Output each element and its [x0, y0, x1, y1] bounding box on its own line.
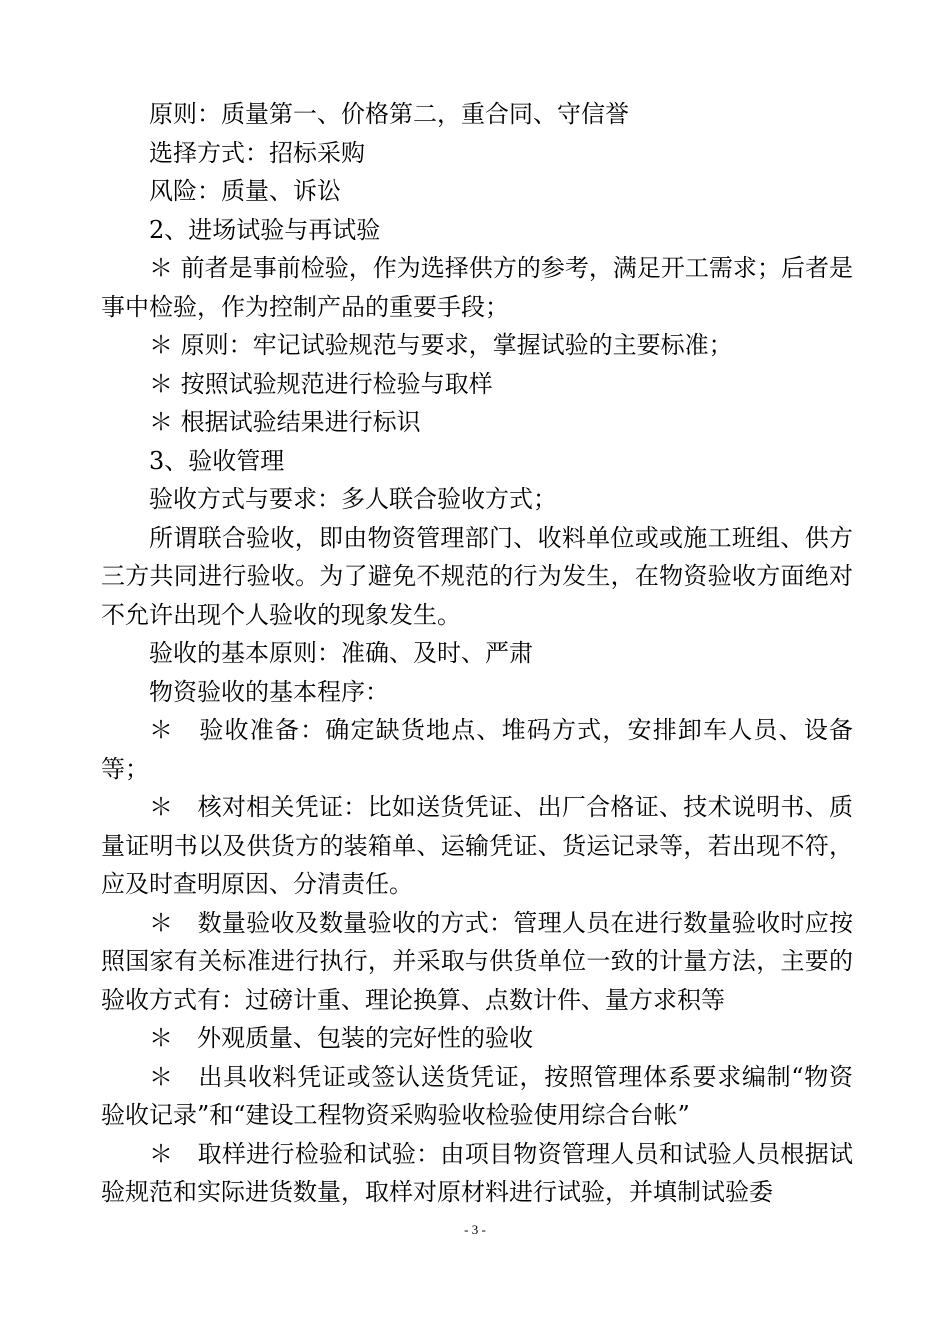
paragraph-acceptance-principle: 验收的基本原则：准确、及时、严肃 — [149, 639, 533, 667]
document-body — [101, 95, 853, 1212]
heading-acceptance-management: 3、验收管理 — [149, 446, 285, 475]
paragraph-acceptance-preparation: ＊ 验收准备：确定缺货地点、堆码方式，安排卸车人员、设备等； — [101, 716, 853, 783]
paragraph-risk: 风险：质量、诉讼 — [149, 177, 341, 205]
paragraph-testing-principle: ＊ 原则：牢记试验规范与要求，掌握试验的主要标准； — [149, 331, 733, 359]
paragraph-joint-acceptance: 所谓联合验收，即由物资管理部门、收料单位或或施工班组、供方三方共同进行验收。为了避免不规范的行为发生，在物资验收方面绝对不允许出现个人验收的现象发生。 — [101, 523, 853, 629]
paragraph-pre-inspection: ＊ 前者是事前检验，作为选择供方的参考，满足开工需求；后者是事中检验，作为控制产品的重要手段； — [101, 254, 853, 321]
paragraph-acceptance-method: 验收方式与要求：多人联合验收方式； — [149, 485, 557, 513]
paragraph-acceptance-procedure: 物资验收的基本程序： — [149, 677, 389, 706]
paragraph-sampling-testing: ＊ 取样进行检验和试验：由项目物资管理人员和试验人员根据试验规范和实际进货数量，取样对原材料进行试验，并填制试验委 — [101, 1139, 853, 1206]
heading-entry-testing: 2、进场试验与再试验 — [149, 215, 381, 244]
paragraph-appearance-check: ＊ 外观质量、包装的完好性的验收 — [149, 1024, 533, 1052]
paragraph-selection-method: 选择方式：招标采购 — [149, 138, 365, 167]
paragraph-principle: 原则：质量第一、价格第二，重合同、守信誉 — [149, 100, 629, 128]
paragraph-marking: ＊ 根据试验结果进行标识 — [149, 408, 421, 436]
paragraph-quantity-acceptance: ＊ 数量验收及数量验收的方式：管理人员在进行数量验收时应按照国家有关标准进行执行，并采取与供货单位一致的计量方法，主要的验收方式有：过磅计重、理论换算、点数计件、量方求积等 — [101, 908, 853, 1014]
page-number: - 3 - — [464, 1222, 486, 1237]
paragraph-sampling: ＊ 按照试验规范进行检验与取样 — [149, 369, 493, 398]
paragraph-document-verification: ＊ 核对相关凭证：比如送货凭证、出厂合格证、技术说明书、质量证明书以及供货方的装箱单、运输凭证、货运记录等，若出现不符，应及时查明原因、分清责任。 — [101, 793, 853, 898]
paragraph-receipt-voucher: ＊ 出具收料凭证或签认送货凭证，按照管理体系要求编制“物资验收记录”和“建设工程物资采购验收检验使用综合台帐” — [101, 1062, 853, 1129]
